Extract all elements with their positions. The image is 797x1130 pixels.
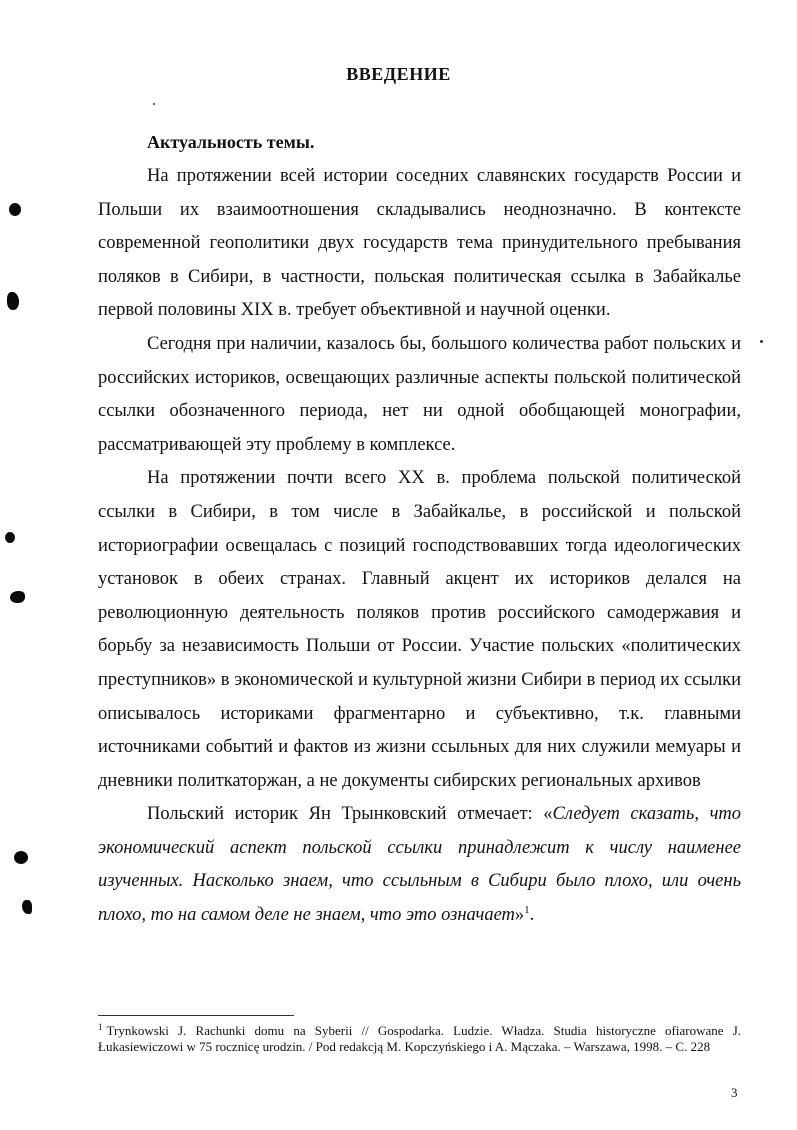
paragraph: На протяжении почти всего XX в. проблема польской политической ссылки в Сибири, в том числе в Забайкалье, в российской и польской историографии освещалась с позиций господствовавших тогда идеологических установок в обеих странах. Главный акцент их историков делался на революционную деятельность поляков против российского самодержавия и борьбу за независимость Польши от России. Участие польских «политических преступников» в экономической и культурной жизни Сибири в период их ссылки описывалось историками фрагментарно и субъективно, т.к. главными источниками событий и фактов из жизни ссыльных для них служили мемуары и дневники политкаторжан, а не документы сибирских региональных архивов [98,468,741,791]
binding-hole-mark [7,292,19,310]
footnote [98,1023,741,1054]
scan-speck [153,103,155,105]
binding-hole-mark [22,900,32,914]
binding-hole-mark [9,203,21,216]
page-title: ВВЕДЕНИЕ [346,64,451,84]
paragraph: На протяжении всей истории соседних славянских государств России и Польши их взаимоотношения складывались неоднозначно. В контексте современной геополитики двух государств тема принудительного пребывания поляков в Сибири, в частности, польская политическая ссылка в Забайкалье первой половины XIX в. требует объективной и научной оценки. [98,166,741,321]
binding-hole-mark [14,851,28,864]
page-number: 3 [731,1085,738,1100]
quote-intro: Польский историк Ян Трынковский отмечает: « [147,804,553,825]
footnote-text: Trynkowski J. Rachunki domu na Syberii // Gospodarka. Ludzie. Władza. Studia historyczne ofiarowane J. Łukasiewiczowi w 75 rocznicę urodzin. / Pod redakcją M. Kopczyńskiego i A. Mączaka. – Warszawa, 1998. – C. 228 [98,1023,741,1054]
paragraph: Сегодня при наличии, казалось бы, большого количества работ польских и российских историков, освещающих различные аспекты польской политической ссылки обозначенного периода, нет ни одной обобщающей монографии, рассматривающей эту проблему в комплексе. [98,333,741,455]
quote-text: Следует сказать, что экономический аспект польской ссылки принадлежит к числу наименее изученных. Насколько знаем, что ссыльным в Сибири было плохо, или очень плохо, то на самом деле не знаем, что это означает [98,804,742,926]
section-heading: Актуальность темы. [147,132,315,152]
body-text [98,160,741,933]
quote-close: » [514,905,525,926]
footnote-divider [98,1015,294,1016]
binding-hole-mark [5,532,15,543]
footnote-mark: 1 [98,1021,103,1032]
quote-paragraph [98,798,741,932]
binding-hole-mark [10,591,25,603]
scan-speck [760,340,763,343]
footnote-reference[interactable]: 1 [524,903,530,916]
quote-end: . [529,905,535,926]
